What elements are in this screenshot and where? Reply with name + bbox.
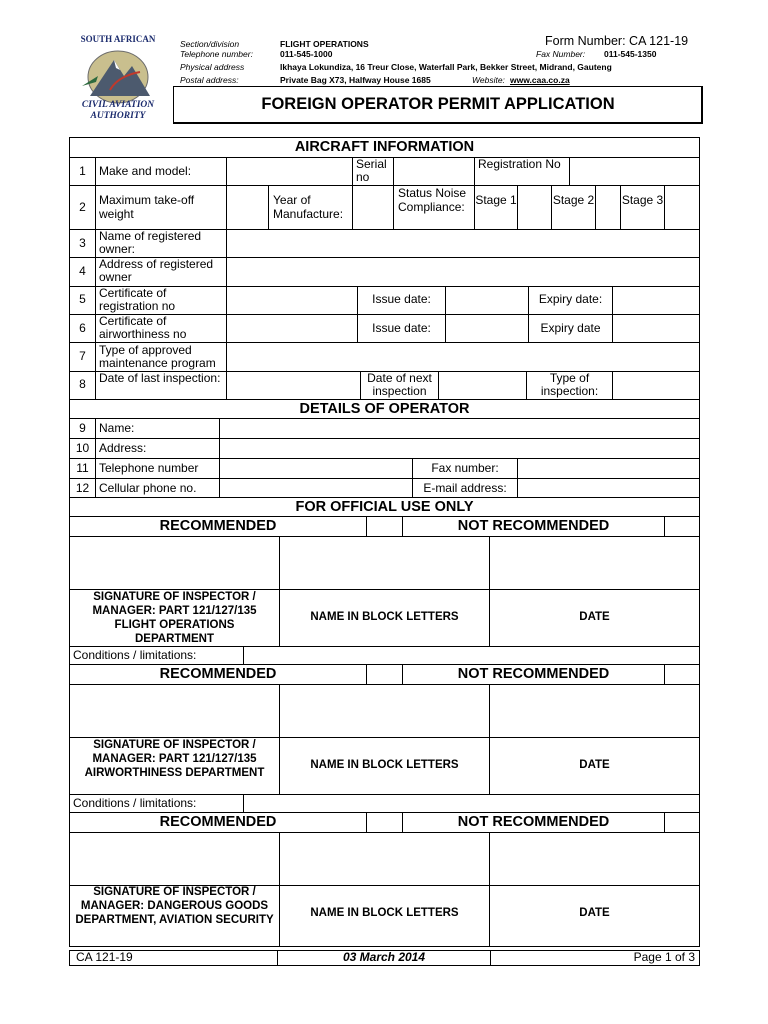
stage2-checkbox[interactable] (596, 186, 620, 229)
section-label: Section/division (180, 39, 240, 49)
operator-address-field[interactable] (220, 439, 699, 458)
not-recommended-label: NOT RECOMMENDED (457, 518, 610, 534)
date-label: DATE (579, 611, 610, 623)
official-heading: FOR OFFICIAL USE ONLY (295, 499, 474, 515)
next-inspection-label: Date of next inspection (367, 371, 432, 398)
signature-label-flight-ops: SIGNATURE OF INSPECTOR / MANAGER: PART 121/127/135 FLIGHT OPERATIONS DEPARTMENT (92, 591, 257, 645)
footer-date: 03 March 2014 (342, 950, 426, 964)
logo-bottom-text-1: CIVIL AVIATION (81, 100, 155, 110)
stage3-label: Stage 3 (621, 193, 664, 207)
conditions-label: Conditions / limitations: (73, 648, 197, 662)
name-block-label: NAME IN BLOCK LETTERS (310, 907, 459, 919)
serial-label: Serial no (356, 157, 387, 184)
row-number: 11 (76, 461, 89, 475)
owner-name-field[interactable] (227, 230, 699, 257)
phone-value: 011-545-1000 (280, 49, 333, 59)
conditions-field[interactable] (244, 647, 699, 664)
name-field[interactable] (280, 537, 489, 589)
email-field[interactable] (518, 479, 699, 497)
cert-airworthiness-field[interactable] (227, 315, 357, 342)
date-field[interactable] (490, 537, 699, 589)
physical-value: Ikhaya Lokundiza, 16 Treur Close, Waterfall Park, Bekker Street, Midrand, Gauteng (280, 62, 612, 72)
registration-label: Registration No (478, 157, 561, 171)
row-number: 6 (79, 321, 86, 335)
not-recommended-label: NOT RECOMMENDED (457, 814, 610, 830)
make-model-field[interactable] (227, 158, 352, 185)
cert-airworthiness-label: Certificate of airworthiness no (99, 314, 187, 341)
row-number: 4 (79, 264, 86, 278)
last-inspection-label: Date of last inspection: (99, 371, 221, 385)
maintenance-program-label: Type of approved maintenance program (99, 343, 216, 370)
issue-date-field[interactable] (446, 287, 528, 314)
aircraft-heading: AIRCRAFT INFORMATION (294, 139, 475, 155)
not-recommended-checkbox[interactable] (665, 517, 699, 536)
phone-label: Telephone number: (180, 49, 253, 59)
conditions-label: Conditions / limitations: (73, 796, 197, 810)
recommended-checkbox[interactable] (367, 665, 402, 684)
postal-value: Private Bag X73, Halfway House 1685 (280, 75, 431, 85)
not-recommended-checkbox[interactable] (665, 665, 699, 684)
row-number: 10 (75, 441, 90, 455)
section-value: FLIGHT OPERATIONS (280, 39, 369, 49)
not-recommended-label: NOT RECOMMENDED (457, 666, 610, 682)
cert-registration-field[interactable] (227, 287, 357, 314)
signature-field[interactable] (70, 537, 279, 589)
name-block-label: NAME IN BLOCK LETTERS (310, 759, 459, 771)
next-inspection-field[interactable] (439, 372, 526, 399)
conditions-field[interactable] (244, 795, 699, 812)
stage1-checkbox[interactable] (518, 186, 551, 229)
operator-address-label: Address: (99, 441, 147, 455)
fax-number-field[interactable] (518, 459, 699, 478)
footer-page: Page 1 of 3 (633, 950, 695, 964)
website-link[interactable]: www.caa.co.za (510, 75, 570, 85)
last-inspection-field[interactable] (227, 372, 360, 399)
operator-heading: DETAILS OF OPERATOR (299, 401, 470, 417)
noise-label: Status Noise Compliance: (398, 186, 467, 214)
recommended-label: RECOMMENDED (159, 666, 277, 682)
name-field[interactable] (280, 833, 489, 885)
signature-label-airworthiness: SIGNATURE OF INSPECTOR / MANAGER: PART 121/127/135 AIRWORTHINESS DEPARTMENT (84, 739, 265, 779)
owner-name-label: Name of registered owner: (99, 229, 202, 256)
logo-emblem (80, 46, 156, 108)
maintenance-program-field[interactable] (227, 343, 699, 371)
issue-date-field[interactable] (446, 315, 528, 342)
postal-label: Postal address: (180, 75, 239, 85)
mtow-field[interactable] (227, 186, 268, 229)
footer-form-code: CA 121-19 (76, 950, 133, 964)
stage3-checkbox[interactable] (665, 186, 699, 229)
form-number: Form Number: CA 121-19 (545, 34, 689, 48)
signature-field[interactable] (70, 833, 279, 885)
date-label: DATE (579, 907, 610, 919)
year-field[interactable] (353, 186, 393, 229)
physical-label: Physical address (180, 62, 245, 72)
mtow-label: Maximum take-off weight (99, 193, 195, 221)
fax-number-label: Fax number: (431, 461, 499, 475)
signature-field[interactable] (70, 685, 279, 737)
operator-name-label: Name: (99, 421, 135, 435)
recommended-checkbox[interactable] (367, 517, 402, 536)
name-field[interactable] (280, 685, 489, 737)
registration-field[interactable] (570, 158, 699, 185)
email-label: E-mail address: (423, 481, 507, 495)
cellular-field[interactable] (220, 479, 412, 497)
date-field[interactable] (490, 833, 699, 885)
issue-date-label: Issue date: (372, 292, 431, 306)
stage1-label: Stage 1 (475, 193, 517, 207)
date-field[interactable] (490, 685, 699, 737)
row-number: 3 (79, 236, 86, 250)
issue-date-label: Issue date: (372, 321, 431, 335)
stage2-label: Stage 2 (552, 193, 595, 207)
row-number: 5 (79, 292, 86, 306)
owner-address-label: Address of registered owner (99, 257, 214, 284)
expiry-date-label: Expiry date: (538, 292, 603, 306)
row-number: 12 (75, 481, 90, 495)
name-block-label: NAME IN BLOCK LETTERS (310, 611, 459, 623)
form-title: FOREIGN OPERATOR PERMIT APPLICATION (261, 95, 615, 113)
logo-bottom-text-2: AUTHORITY (90, 111, 146, 121)
cert-registration-label: Certificate of registration no (99, 286, 176, 313)
logo-top-text: SOUTH AFRICAN (80, 34, 156, 44)
telephone-label: Telephone number (99, 461, 199, 475)
operator-name-field[interactable] (220, 419, 699, 438)
signature-label-dangerous-goods: SIGNATURE OF INSPECTOR / MANAGER: DANGEROUS GOODS DEPARTMENT, AVIATION SECURITY (75, 886, 274, 926)
cellular-label: Cellular phone no. (99, 481, 197, 495)
fax-label: Fax Number: (536, 49, 586, 59)
recommended-label: RECOMMENDED (159, 814, 277, 830)
year-label: Year of Manufacture: (273, 193, 344, 221)
caa-logo (72, 30, 164, 124)
inspection-type-label: Type of inspection: (540, 371, 599, 398)
row-number: 8 (79, 377, 86, 391)
inspection-type-field[interactable] (613, 372, 699, 399)
row-number: 1 (79, 164, 86, 178)
expiry-date-field[interactable] (613, 315, 699, 342)
expiry-date-field[interactable] (613, 287, 699, 314)
row-number: 9 (79, 421, 86, 435)
not-recommended-checkbox[interactable] (665, 813, 699, 832)
expiry-date-label: Expiry date (540, 321, 601, 335)
telephone-field[interactable] (220, 459, 412, 478)
row-number: 7 (79, 349, 86, 363)
recommended-checkbox[interactable] (367, 813, 402, 832)
recommended-label: RECOMMENDED (159, 518, 277, 534)
make-model-label: Make and model: (99, 164, 192, 178)
serial-field[interactable] (394, 158, 474, 185)
row-number: 2 (79, 200, 86, 214)
fax-value: 011-545-1350 (604, 49, 657, 59)
date-label: DATE (579, 759, 610, 771)
owner-address-field[interactable] (227, 258, 699, 286)
website-label: Website: (472, 75, 505, 85)
